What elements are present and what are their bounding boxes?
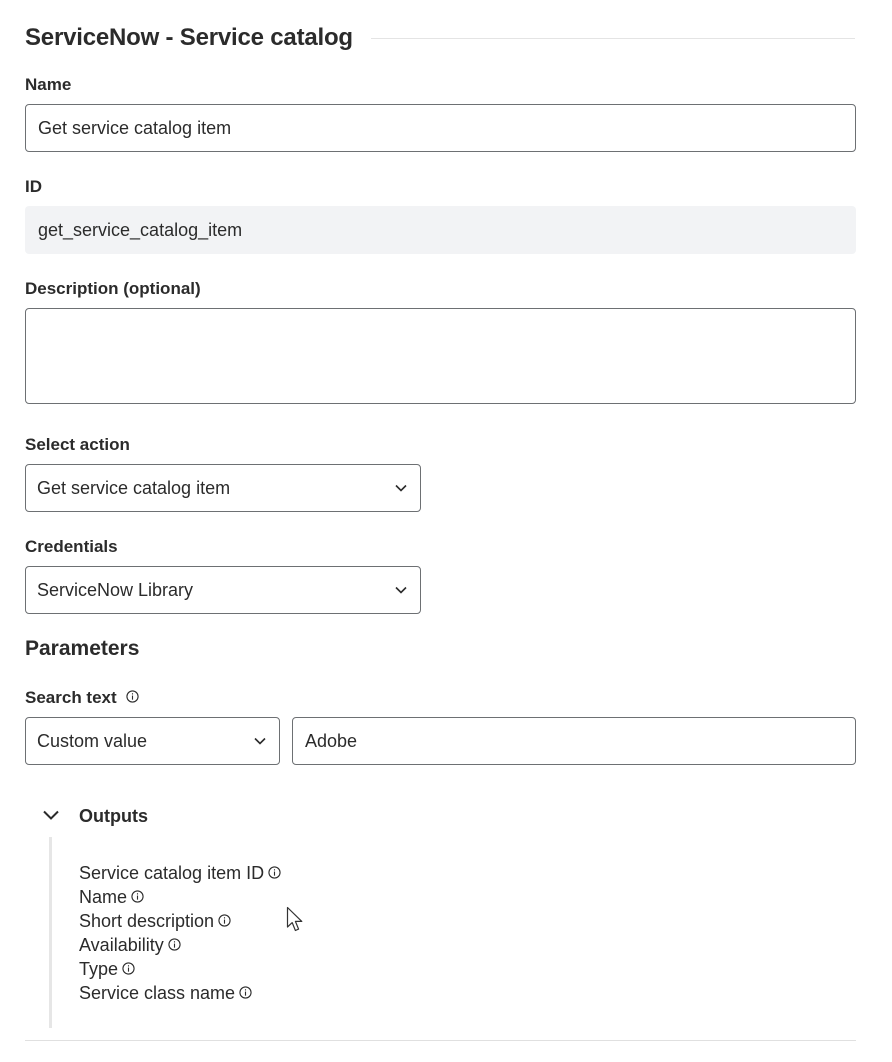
output-item (79, 981, 281, 1005)
search-text-label (25, 688, 139, 708)
description-label: Description (optional) (25, 279, 201, 298)
output-item (79, 957, 281, 981)
info-circle-icon[interactable] (126, 688, 139, 708)
bottom-divider (25, 1040, 856, 1041)
name-input[interactable] (25, 104, 856, 152)
output-item (79, 909, 281, 933)
output-item (79, 933, 281, 957)
chevron-down-icon (394, 481, 408, 495)
id-readonly-field (25, 206, 856, 254)
page-header (25, 22, 855, 54)
search-text-value: Adobe (305, 730, 358, 751)
info-circle-icon[interactable] (131, 885, 144, 909)
description-textarea[interactable] (25, 308, 856, 404)
output-item-label: Type (79, 959, 119, 979)
credentials-value: ServiceNow Library (37, 579, 194, 600)
page-title: ServiceNow - Service catalog (25, 24, 353, 51)
chevron-down-icon (394, 583, 408, 597)
search-text-mode-value: Custom value (37, 730, 148, 751)
select-action-label: Select action (25, 435, 130, 454)
info-circle-icon[interactable] (218, 909, 231, 933)
credentials-label: Credentials (25, 537, 118, 556)
info-circle-icon[interactable] (268, 861, 281, 885)
select-action-dropdown[interactable] (25, 464, 421, 512)
output-item-label: Availability (79, 935, 164, 955)
parameters-heading: Parameters (25, 637, 140, 660)
mouse-pointer-icon (286, 906, 306, 939)
output-item-label: Service catalog item ID (79, 863, 265, 883)
header-divider (371, 38, 855, 39)
name-label: Name (25, 75, 72, 94)
id-label: ID (25, 177, 42, 196)
chevron-down-icon (42, 808, 60, 826)
id-value: get_service_catalog_item (38, 219, 243, 240)
chevron-down-icon (253, 734, 267, 748)
info-circle-icon[interactable] (239, 981, 252, 1005)
outputs-toggle[interactable] (42, 806, 148, 827)
search-text-mode-dropdown[interactable] (25, 717, 280, 765)
info-circle-icon[interactable] (122, 957, 135, 981)
credentials-dropdown[interactable] (25, 566, 421, 614)
output-item-label: Name (79, 887, 128, 907)
name-input-value: Get service catalog item (38, 117, 232, 138)
output-item-label: Short description (79, 911, 215, 931)
search-text-label-text: Search text (25, 688, 117, 707)
outputs-indent-bar (49, 837, 52, 1028)
output-item (79, 885, 281, 909)
select-action-value: Get service catalog item (37, 477, 231, 498)
output-item-label: Service class name (79, 983, 236, 1003)
outputs-label: Outputs (79, 806, 148, 826)
info-circle-icon[interactable] (168, 933, 181, 957)
outputs-list (79, 861, 281, 1005)
output-item (79, 861, 281, 885)
search-text-input[interactable] (292, 717, 856, 765)
